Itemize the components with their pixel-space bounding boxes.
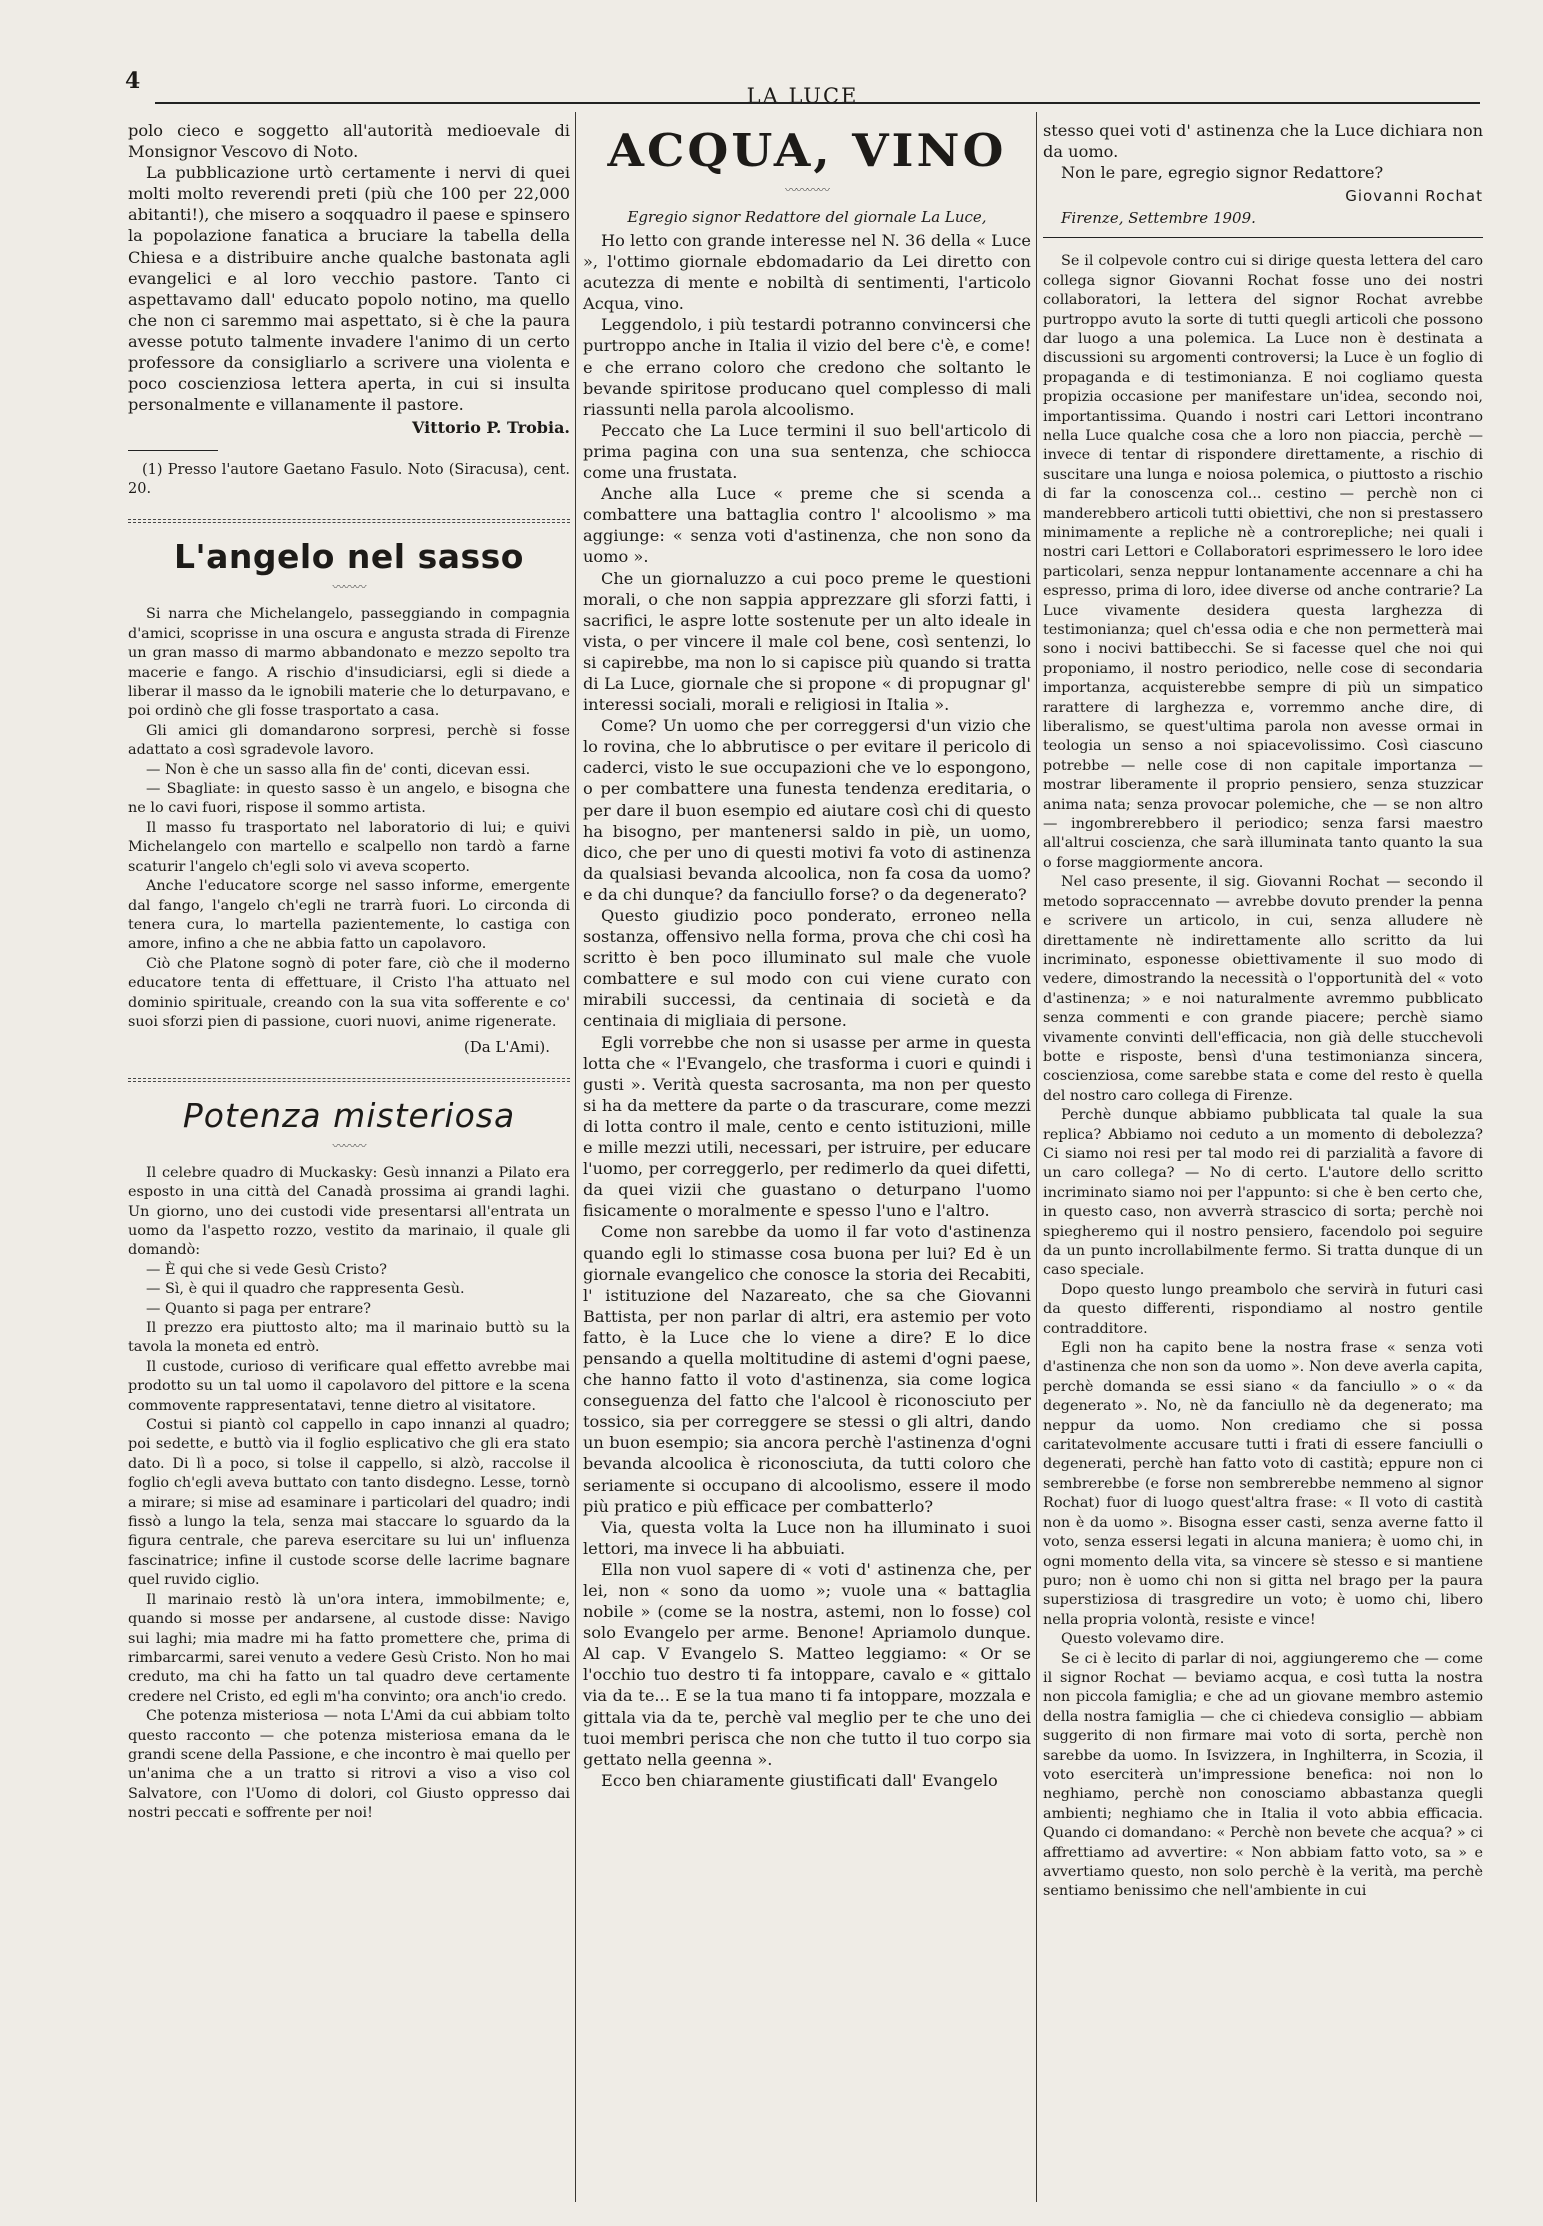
- paragraph: Ella non vuol sapere di « voti d' astinenza che, per lei, non « sono da uomo »; vuole una « battaglia nobile » (come se la nostra, astemi, non lo fosse) col solo Evangelo per arme. Benone! Apriamolo dunque. Al cap. V Evangelo S. Matteo leggiamo: « Or se l'occhio tuo destro ti fa intoppare, cavalo e « gittalo via da te... E se la tua mano ti fa intoppare, mozzala e gittala via da te, perchè val meglio per te che uno dei tuoi membri perisca che non che tutto il tuo corpo sia gettato nella geenna ».: [583, 1559, 1031, 1769]
- paragraph: Ciò che Platone sognò di poter fare, ciò che il moderno educatore tenta di effettuare, il Cristo l'ha attuato nel dominio spirituale, creando con la sua vita sofferente e co' suoi sforzi pien di passione, cuori nuovi, anime rigenerate.: [128, 955, 570, 1030]
- section-separator: [128, 1078, 570, 1082]
- paragraph: Nel caso presente, il sig. Giovanni Rochat — secondo il metodo sopraccennato — avrebbe dovuto prender la penna e scrivere un articolo, in cui, senza alludere nè direttamente nè indirettamente allo scritto da lui incriminato, esponesse obiettivamente il suo modo di vedere, dimostrando la necessità o l'opportunità del « voto d'astinenza; » e noi naturalmente avremmo pubblicato senza commenti e con grande piacere; perchè siamo vivamente convinti dell'efficacia, non già delle stucchevoli botte e risposte, bensì d'una testimonianza sincera, coscienziosa, come sarebbe stata e come del resto è quella del nostro caro collega di Firenze.: [1043, 874, 1483, 1104]
- article-title: Potenza misteriosa: [182, 1095, 516, 1135]
- letter-salutation: Egregio signor Redattore del giornale La Luce,: [627, 208, 987, 226]
- column-divider: [1036, 112, 1037, 2202]
- paragraph: Egli non ha capito bene la nostra frase « senza voti d'astinenza che non son da uomo ». Non deve averla capita, perchè domanda se essi siano « da fanciullo » o « da degenerato ». No, nè da fanciullo nè da degenerato; ma neppur da uomo. Non crediamo che si possa caritatevolmente accusare tutti i frati di essere fanciulli o degenerati, perchè han fatto voto di castità; eppure non ci sembrerebbe (e forse non sembrerebbe nemmeno al signor Rochat) fuor di luogo quest'altra frase: « Il voto di castità non è da uomo ». Bisogna esser casti, senza averne fatto il voto, senza essersi legati in alcuna maniera; è uomo chi, in ogni momento della vita, sa vincere sè stesso e si mantiene puro; non è uomo chi non si gitta nel brago per la paura superstiziosa di trasgredire un voto; è uomo chi, libero nella propria volontà, resiste e vince!: [1043, 1340, 1483, 1628]
- column-middle: [583, 120, 1031, 1791]
- section-separator: [128, 519, 570, 523]
- paragraph: Il marinaio restò là un'ora intera, immobilmente; e, quando si mosse per andarsene, al custode disse: Navigo sui laghi; mia madre mi ha fatto promettere che, prima di rimbarcarmi, sarei venuto a vedere Gesù Cristo. Non ho mai creduto, ma chi ha fatto un tal quadro deve certamente credere nel Cristo, ed egli m'ha convinto; ora anch'io credo.: [128, 1591, 570, 1705]
- paragraph: Anche alla Luce « preme che si scenda a combattere una battaglia contro l' alcoolismo » ma aggiunge: « senza voti d'astinenza, che non sono da uomo ».: [583, 484, 1031, 567]
- column-right: [1043, 120, 1483, 1902]
- column-left: [128, 120, 570, 1824]
- paragraph: Che un giornaluzzo a cui poco preme le questioni morali, o che non sappia apprezzare gli sforzi fatti, i sacrifici, le aspre lotte sostenute per un alto ideale in vista, o per vincere il male col bene, così sentenzi, lo si capirebbe, ma non lo si capisce più quando si tratta di La Luce, giornale che si propone « di propugnar gl' interessi sociali, morali e religiosi in Italia ».: [583, 568, 1031, 715]
- paragraph: Come non sarebbe da uomo il far voto d'astinenza quando egli lo stimasse cosa buona per lui? Ed è un giornale evangelico che conosce la storia dei Recabiti, l' istituzione del Nazareato, che sa che Giovanni Battista, per non parlar di altri, era astemio per voto fatto, è la Luce che lo viene a dire? E lo dice pensando a quella moltitudine di astemi d'ogni paese, che hanno fatto il voto d'astinenza, sia come logica conseguenza del fatto che l'alcool è riconosciuto per tossico, sia per correggere se stessi o gli altri, dando un buon esempio; sia ancora perchè l'astinenza d'ogni bevanda alcoolica è riconosciuta, da tutti coloro che seriamente si occupano di alcoolismo, essere il modo più pratico e più efficace per combatterlo?: [583, 1222, 1031, 1516]
- paragraph: polo cieco e soggetto all'autorità medioevale di Monsignor Vescovo di Noto.: [128, 121, 570, 162]
- title-ornament: 〰〰〰〰: [784, 183, 829, 197]
- paragraph: Ecco ben chiaramente giustificati dall' Evangelo: [601, 1770, 998, 1790]
- page-number: 4: [125, 68, 141, 94]
- article-signature: Vittorio P. Trobia.: [412, 418, 570, 438]
- paragraph: Se ci è lecito di parlar di noi, aggiungeremo che — come il signor Rochat — beviamo acqua, e così tutta la nostra non piccola famiglia; e che ad un giovane membro astemio della nostra famiglia — che ci chiedeva consiglio — abbiam suggerito di non firmare mai voto di sorta, perchè non sarebbe da uomo. In Isvizzera, in Inghilterra, in Scozia, il voto eserciterà un'impressione benefica: noi non lo neghiamo, perchè non conosciamo abbastanza quegli ambienti; neghiamo che in Italia il voto abbia efficacia. Quando ci domandano: « Perchè non bevete che acqua? » ci affrettiamo ad avvertire: « Non abbiam fatto voto, sa » e avvertiamo questo, non solo perchè è la verità, ma perchè sentiamo benissimo che nell'ambiente in cui: [1043, 1650, 1483, 1900]
- paragraph: Via, questa volta la Luce non ha illuminato i suoi lettori, ma invece li ha abbuiati.: [583, 1517, 1031, 1558]
- paragraph: — È qui che si vede Gesù Cristo?: [146, 1261, 387, 1278]
- footnote-rule: [128, 450, 218, 451]
- paragraph: Perchè dunque abbiamo pubblicata tal quale la sua replica? Abbiamo noi ceduto a un momento di debolezza? Ci siamo noi resi per tal modo rei di parzialità a favore di un caro collega? — No di certo. L'autore dello scritto incriminato siamo noi per l'appunto: si che è ben certo che, in questo caso, non avverrà strascico di sorta; perchè noi spiegheremo qui il nostro pensiero, facendolo poi seguire da un punto incrollabilmente fermo. Si tratta dunque di un caso speciale.: [1043, 1107, 1483, 1279]
- paragraph: Egli vorrebbe che non si usasse per arme in questa lotta che « l'Evangelo, che trasforma i cuori e quindi i gusti ». Verità questa sacrosanta, ma non per questo si ha da mettere da parte o da trascurare, come mezzi di lotta contro il male, cento e cento istituzioni, mille e mille mezzi utili, necessari, per istruire, per educare l'uomo, per correggerlo, per redimerlo da quei difetti, da quei vizii che guastano o deturpano l'uomo fisicamente o moralmente e spesso l'uno e l'altro.: [583, 1032, 1031, 1221]
- paragraph: Ho letto con grande interesse nel N. 36 della « Luce », l'ottimo giornale ebdomadario da Lei diretto con acutezza di mente e nobiltà di sentimenti, l'articolo Acqua, vino.: [583, 231, 1031, 314]
- title-ornament: 〰〰〰: [332, 580, 366, 595]
- letter-body: [583, 230, 1031, 1791]
- letter-ending: [1043, 120, 1483, 183]
- paragraph: Questo giudizio poco ponderato, erroneo nella sostanza, offensivo nella forma, prova che chi così ha scritto è ben poco illuminato sul male che vuole combattere e sul modo con cui viene curato con mirabili successi, da centinaia di società e da centinaia di migliaia di persone.: [583, 906, 1031, 1031]
- paragraph: Il celebre quadro di Muckasky: Gesù innanzi a Pilato era esposto in una città del Canadà prossima ai grandi laghi. Un giorno, uno dei custodi vide presentarsi all'entrata un uomo da l'aspetto rozzo, vestito da marinaio, il quale gli domandò:: [128, 1164, 570, 1259]
- footnote-text: (1) Presso l'autore Gaetano Fasulo. Noto (Siracusa), cent. 20.: [128, 462, 570, 498]
- paragraph: La pubblicazione urtò certamente i nervi di quei molti molto reverendi preti (più che 100 per 22,000 abitanti!), che misero a soqquadro il paese e spinsero la popolazione fanatica a bruciare la tabella della Chiesa e a distribuire anche qualche bastonata agli evangelici e al loro vecchio pastore. Tanto ci aspettavamo dall' educato popolo notino, ma quello che non ci saremmo mai aspettato, si è che la paura avesse potuto talmente invadere l'animo di un certo professore da consigliarlo a scrivere una violenta e poco coscienziosa lettera aperta, in cui si insulta personalmente e villanamente il pastore.: [128, 163, 570, 415]
- paragraph: Questo volevamo dire.: [1061, 1631, 1225, 1648]
- article-title: L'angelo nel sasso: [174, 537, 524, 577]
- paragraph: Leggendolo, i più testardi potranno convincersi che purtroppo anche in Italia il vizio del bere c'è, e come! e che errano coloro che credono che soltanto le bevande spiritose producano quel complesso di mali riassunti nella parola alcoolismo.: [583, 315, 1031, 419]
- continued-article: [128, 120, 570, 438]
- title-ornament: 〰〰〰: [332, 1138, 366, 1153]
- paragraph: — Sbagliate: in questo sasso è un angelo, e bisogna che ne lo cavi fuori, rispose il sommo artista.: [128, 781, 570, 817]
- article-title: ACQUA, VINO: [607, 125, 1007, 178]
- paragraph: Come? Un uomo che per correggersi d'un vizio che lo rovina, che lo abbrutisce o per evitare il pericolo di caderci, visto le sue occupazioni che ve lo espongono, o per combattere una funesta tendenza ereditaria, o per dare il buon esempio ed aiutare così chi di questo ha bisogno, per mantenersi saldo in piè, un uomo, dico, che per uno di questi motivi fa voto di astinenza da qualsiasi bevanda alcoolica, non fa cosa da uomo? e da chi dunque? da fanciullo forse? o da degenerato?: [583, 716, 1031, 904]
- paragraph: Anche l'educatore scorge nel sasso informe, emergente dal fango, l'angelo ch'egli ne trarrà fuori. Lo circonda di tenera cura, lo martella pazientemente, lo castiga con amore, infino a che ne abbia fatto un capolavoro.: [128, 878, 570, 953]
- paragraph: Si narra che Michelangelo, passeggiando in compagnia d'amici, scoprisse in una oscura e angusta strada di Firenze un gran masso di marmo abbandonato e mezzo sepolto tra macerie e fango. A rischio d'insudiciarsi, egli si diede a liberar il masso da le ignobili materie che lo deturpavano, e poi ordinò che gli fosse trasportato a casa.: [128, 606, 570, 720]
- header-rule: [155, 102, 1480, 104]
- article-potenza: [128, 1096, 570, 1824]
- letter-dateline: Firenze, Settembre 1909.: [1061, 209, 1256, 228]
- article-source: (Da L'Ami).: [463, 1038, 550, 1057]
- paragraph: Non le pare, egregio signor Redattore?: [1061, 163, 1384, 183]
- paragraph: Gli amici gli domandarono sorpresi, perchè si fosse adattato a così sgradevole lavoro.: [128, 722, 570, 759]
- article-angelo: [128, 537, 570, 1057]
- paragraph: Il custode, curioso di verificare qual effetto avrebbe mai prodotto su un tal uomo il capolavoro del pittore e la scena commovente rappresentatavi, tenne dietro al visitatore.: [128, 1358, 570, 1414]
- paragraph: Se il colpevole contro cui si dirige questa lettera del caro collega signor Giovanni Rochat fosse uno dei nostri collaboratori, la lettera del signor Rochat avrebbe purtroppo avuto la sorte di tutti quegli articoli che possono dar luogo a una polemica. La Luce non è destinata a discussioni su argomenti controversi; la Luce è un foglio di propaganda e di testimonianza. E noi cogliamo questa propizia occasione per manifestare un'idea, secondo noi, importantissima. Quando i nostri cari Lettori incontrano nella Luce qualche cosa che a loro non piaccia, perchè — invece di tentar di rispondere direttamente, a rischio di suscitare una lunga e noiosa polemica, o piuttosto a rischio di far la conoscenza col... cestino — perchè non ci manderebbero articoli tutti obiettivi, che non si prestassero minimamente a repliche nè a controrepliche; nei quali i nostri cari Lettori e Collaboratori esprimessero le loro idee particolari, senza neppur lontanamente accennare a chi ha espresso, prima di loro, idee diverse od anche contrarie? La Luce vivamente desidera questa larghezza di testimonianza; quel ch'essa odia e che non permetterà mai sono i nocivi battibecchi. Se si facesse quel che noi qui proponiamo, il nostro periodico, nelle cose di secondaria importanza, acquisterebbe sempre di più un simpatico rarattere di larghezza e, vorremmo anche dire, di liberalismo, se quest'ultima parola non avesse ormai in teologia un senso a noi spiacevolissimo. Così ciascuno potrebbe — nelle cose di non capitale importanza — mostrar liberamente il proprio pensiero, senza stuzzicar anima nata; senza provocar polemiche, che — se non altro — ingombrerebbero il periodico; senza farsi maestro all'altrui coscienza, che sarà illuminata tanto quanto la sua o forse maggiormente ancora.: [1043, 253, 1483, 871]
- page-header: [125, 66, 1480, 106]
- reply-rule: [1043, 237, 1483, 238]
- footnote: [128, 461, 570, 499]
- paragraph: stesso quei voti d' astinenza che la Luce dichiara non da uomo.: [1043, 121, 1483, 162]
- paragraph: — Non è che un sasso alla fin de' conti, dicevan essi.: [146, 761, 531, 778]
- paragraph: Il masso fu trasportato nel laboratorio di lui; e quivi Michelangelo con martello e scalpello non tardò a farne scaturir l'angelo ch'egli solo vi aveva scoperto.: [128, 819, 570, 875]
- paragraph: Costui si piantò col cappello in capo innanzi al quadro; poi sedette, e buttò via il foglio esplicativo che gli era stato dato. Di lì a poco, si tolse il cappello, si alzò, raccolse il foglio ch'egli aveva buttato con tanto disdegno. Lesse, tornò a mirare; si mise ad esaminare i particolari del quadro; indi fissò a lungo la tela, senza mai staccare lo sguardo da la figura centrale, che pareva esercitare su lui un' influenza fascinatrice; infine il custode scorse delle lacrime bagnare quel ruvido ciglio.: [128, 1417, 570, 1589]
- paragraph: — Sì, è qui il quadro che rappresenta Gesù.: [146, 1281, 465, 1298]
- column-divider: [575, 112, 576, 2202]
- paragraph: — Quanto si paga per entrare?: [146, 1300, 371, 1317]
- paragraph: Peccato che La Luce termini il suo bell'articolo di prima pagina con una sua sentenza, che schiocca come una frustata.: [583, 420, 1031, 483]
- paragraph: Il prezzo era piuttosto alto; ma il marinaio buttò su la tavola la moneta ed entrò.: [128, 1320, 570, 1356]
- running-title: LA LUCE: [746, 84, 859, 108]
- editor-reply: [1043, 252, 1483, 1902]
- paragraph: Che potenza misteriosa — nota L'Ami da cui abbiam tolto questo racconto — che potenza misteriosa emana da le grandi scene della Passione, e che incontro è mai quello per un'anima che a un tratto si ritrovi a viso a viso col Salvatore, con l'Uomo di dolori, col Giusto oppresso dai nostri peccati e soffrente per noi!: [128, 1708, 570, 1822]
- paragraph: Dopo questo lungo preambolo che servirà in futuri casi da questo differenti, rispondiamo al nostro gentile contradditore.: [1043, 1281, 1483, 1337]
- letter-signature: Giovanni Rochat: [1345, 187, 1483, 206]
